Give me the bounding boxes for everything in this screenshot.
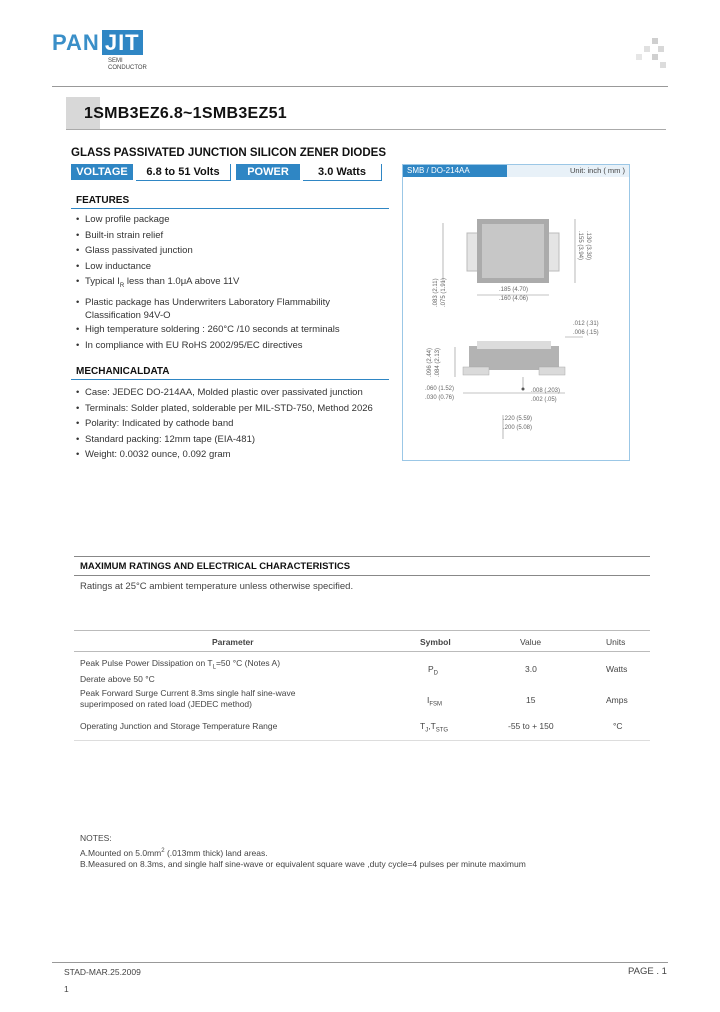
dim-label: .096 (2.44) xyxy=(427,347,433,377)
dim-label: .060 (1.52) .030 (0.76) xyxy=(425,386,455,401)
footer-page: PAGE . 1 xyxy=(628,966,667,977)
list-item: • Case: JEDEC DO-214AA, Molded plastic over passivated junction xyxy=(76,387,363,398)
package-drawing xyxy=(402,164,630,461)
value-cell: 3.0 xyxy=(525,664,537,674)
ratings-note: Ratings at 25°C ambient temperature unless otherwise specified. xyxy=(80,581,354,592)
symbol-cell: $T_J,T_{STG}$ xyxy=(420,721,449,734)
features-heading: FEATURES xyxy=(76,195,130,206)
logo-sub-line-2: CONDUCTOR xyxy=(108,65,147,71)
footer-number: 1 xyxy=(64,984,69,994)
mechanical-heading: MECHANICALDATA xyxy=(76,366,170,377)
dim-label: .012 (.31) .006 (.15) xyxy=(573,321,599,336)
units-cell: Amps xyxy=(606,695,628,705)
page-title: 1SMB3EZ6.8~1SMB3EZ51 xyxy=(84,105,287,122)
col-header-parameter: Parameter xyxy=(212,637,254,647)
list-item: Classification 94V-O xyxy=(85,310,171,322)
dim-label: .130 (3.30) xyxy=(585,231,591,261)
col-header-value: Value xyxy=(520,637,542,647)
table-row: Peak Pulse Power Dissipation on $T_L=50$ °C (Notes A) Derate above 50 °C xyxy=(80,658,281,684)
dim-label: .220 (5.59) .200 (5.08) xyxy=(503,416,533,431)
page-subtitle: GLASS PASSIVATED JUNCTION SILICON ZENER DIODES xyxy=(71,147,387,159)
brand-logo xyxy=(52,30,143,56)
logo-sub-line-1: SEMI xyxy=(108,58,123,64)
list-item: • High temperature soldering : 260°C /10 seconds at terminals xyxy=(76,324,340,336)
units-cell: °C xyxy=(613,721,623,731)
list-item: • Polarity: Indicated by cathode band xyxy=(76,418,234,430)
list-item: • Glass passivated junction xyxy=(76,245,193,257)
footer-date: STAD-MAR.25.2009 xyxy=(64,967,141,977)
max-ratings-bottom-rule xyxy=(74,575,650,576)
value-cell: 15 xyxy=(526,695,536,705)
value-cell: -55 to + 150 xyxy=(508,721,554,731)
col-header-symbol: Symbol xyxy=(420,637,451,647)
power-label: POWER xyxy=(236,164,300,180)
logo-text-pan: PAN xyxy=(52,30,100,55)
table-top-rule xyxy=(74,630,650,631)
units-cell: Watts xyxy=(606,664,628,674)
symbol-cell: $I_{FSM}$ xyxy=(427,695,443,708)
note-a: A.Mounted on $5.0mm^2$ (.013mm thick) land areas. xyxy=(80,847,268,858)
list-item: • Built-in strain relief xyxy=(76,229,164,241)
table-header-rule xyxy=(74,651,650,652)
header-divider xyxy=(52,86,668,87)
table-row: Operating Junction and Storage Temperature Range xyxy=(80,721,278,731)
list-item: • In compliance with EU RoHS 2002/95/EC directives xyxy=(76,340,303,352)
list-item: • Weight: 0.0032 ounce, 0.092 gram xyxy=(76,449,231,461)
package-tag: SMB / DO-214AA xyxy=(403,165,507,177)
list-item: • Terminals: Solder plated, solderable per MIL-STD-750, Method 2026 xyxy=(76,402,373,414)
list-item: • Low profile package xyxy=(76,214,170,225)
dim-label: .083 (2.11) xyxy=(433,278,439,307)
power-value: 3.0 Watts xyxy=(303,164,382,181)
list-item: • Low inductance xyxy=(76,260,152,272)
mechanical-list xyxy=(76,385,373,463)
max-ratings-heading: MAXIMUM RATINGS AND ELECTRICAL CHARACTERISTICS xyxy=(80,561,351,572)
dim-label: .084 (2.13) xyxy=(435,347,441,377)
dim-label: .155 (3.94) xyxy=(577,231,583,261)
logo-subtitle xyxy=(108,58,147,72)
voltage-label: VOLTAGE xyxy=(71,164,133,180)
table-bottom-rule xyxy=(74,740,650,741)
logo-text-jit: JIT xyxy=(102,30,143,55)
symbol-cell: $P_D$ xyxy=(428,664,439,677)
footer-divider xyxy=(52,962,668,963)
dim-label: .008 (.203) .002 (.05) xyxy=(531,388,561,403)
mechanical-underline xyxy=(71,379,389,380)
dim-label: .185 (4.70) .160 (4.06) xyxy=(499,287,529,302)
package-unit: Unit: inch ( mm ) xyxy=(569,166,625,175)
dim-label: .075 (1.91) xyxy=(441,277,447,307)
package-header xyxy=(403,165,629,177)
col-header-units: Units xyxy=(606,637,626,647)
note-b: B.Measured on 8.3ms, and single half sine-wave or equivalent square wave ,duty cycle=4 pulses per minute maximum xyxy=(80,859,526,869)
table-row: Peak Forward Surge Current 8.3ms single half sine-wave superimposed on rated load (JEDEC method) xyxy=(80,688,296,709)
list-item: • Plastic package has Underwriters Laboratory Flammability xyxy=(76,296,330,308)
title-divider xyxy=(66,129,666,130)
features-underline xyxy=(71,208,389,209)
list-item: • Typical $I_R$ less than 1.0μA above 11V xyxy=(76,276,240,290)
decorative-dots-icon xyxy=(636,38,666,68)
voltage-value: 6.8 to 51 Volts xyxy=(136,164,231,181)
features-list xyxy=(76,212,340,354)
max-ratings-top-rule xyxy=(74,556,650,557)
list-item: • Standard packing: 12mm tape (EIA-481) xyxy=(76,433,256,445)
notes-heading: NOTES: xyxy=(80,833,112,843)
